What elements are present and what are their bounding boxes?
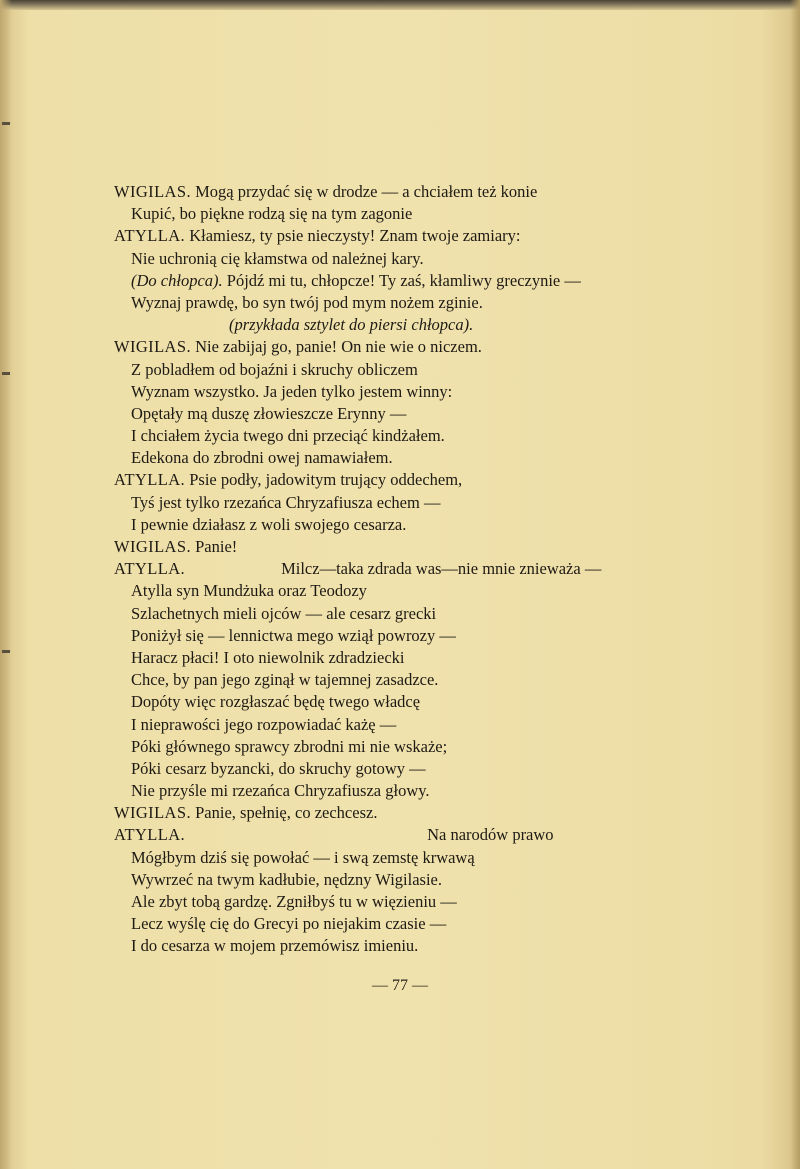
speaker-name: ATYLLA. xyxy=(114,226,186,246)
verse: Psie podły, jadowitym trujący oddechem, xyxy=(189,470,463,490)
verse: Z pobladłem od bojaźni i skruchy obliczem xyxy=(131,359,418,379)
stage-direction: (Do chłopca). xyxy=(131,270,223,290)
text-line xyxy=(114,270,644,292)
text-line xyxy=(114,292,644,314)
text-line xyxy=(114,314,644,336)
text-line xyxy=(114,225,644,247)
text-line xyxy=(114,869,644,891)
text-line xyxy=(114,714,644,736)
text-line xyxy=(114,248,644,270)
text-line xyxy=(114,359,644,381)
verse: I pewnie działasz z woli swojego cesarza. xyxy=(131,514,407,534)
verse: Kupić, bo piękne rodzą się na tym zagonie xyxy=(131,204,413,224)
verse: Opętały mą duszę złowieszcze Erynny — xyxy=(131,403,407,423)
binding-mark xyxy=(2,122,10,125)
text-line xyxy=(114,514,644,536)
text-line xyxy=(114,425,644,447)
verse: Tyś jest tylko rzezańca Chryzafiusza echem — xyxy=(131,492,441,512)
verse: Atylla syn Mundżuka oraz Teodozy xyxy=(131,581,367,601)
text-line xyxy=(114,847,644,869)
stage-direction: (przykłada sztylet do piersi chłopca). xyxy=(229,315,474,335)
verse: Nie zabijaj go, panie! On nie wie o niczem. xyxy=(195,337,482,357)
text-line xyxy=(114,536,644,558)
page-top-edge xyxy=(0,0,800,10)
text-line xyxy=(114,913,644,935)
verse: Panie! xyxy=(195,537,238,556)
drama-text xyxy=(114,181,644,958)
verse: I chciałem życia twego dni przeciąć kindżałem. xyxy=(131,426,445,446)
verse: Haracz płaci! I oto niewolnik zdradziecki xyxy=(131,647,405,667)
verse: Wyznam wszystko. Ja jeden tylko jestem winny: xyxy=(131,381,453,401)
verse: Wyznaj prawdę, bo syn twój pod mym nożem zginie. xyxy=(131,292,483,312)
text-line xyxy=(114,181,644,203)
verse: Na narodów prawo xyxy=(427,825,554,845)
verse: Wywrzeć na twym kadłubie, nędzny Wigilasie. xyxy=(131,869,442,889)
text-line xyxy=(114,580,644,602)
text-line xyxy=(114,669,644,691)
text-line xyxy=(114,736,644,758)
text-line xyxy=(114,203,644,225)
verse: Poniżył się — lennictwa mego wziął powrozy — xyxy=(131,625,456,645)
page-number: — 77 — xyxy=(372,977,428,994)
binding-mark xyxy=(2,650,10,653)
binding-mark xyxy=(2,372,10,375)
text-line xyxy=(114,447,644,469)
verse: Milcz—taka zdrada was—nie mnie znieważa — xyxy=(281,559,602,579)
text-line xyxy=(114,381,644,403)
verse: Nie przyśle mi rzezańca Chryzafiusza głowy. xyxy=(131,781,430,801)
verse: Póki cesarz byzancki, do skruchy gotowy — xyxy=(131,758,426,778)
verse: Pójdź mi tu, chłopcze! Ty zaś, kłamliwy greczynie — xyxy=(226,270,581,290)
text-line xyxy=(114,492,644,514)
verse: Ale zbyt tobą gardzę. Zgniłbyś tu w więzieniu — xyxy=(131,892,457,911)
verse: Lecz wyślę cię do Grecyi po niejakim czasie — xyxy=(131,914,447,934)
text-line xyxy=(114,780,644,802)
text-line xyxy=(114,603,644,625)
text-line xyxy=(114,403,644,425)
verse: Mogą przydać się w drodze — a chciałem też konie xyxy=(195,182,538,201)
verse: Edekona do zbrodni owej namawiałem. xyxy=(131,448,393,468)
verse: Chce, by pan jego zginął w tajemnej zasadzce. xyxy=(131,670,439,690)
speaker-name: ATYLLA. xyxy=(114,825,186,845)
verse: Dopóty więc rozgłaszać będę twego władcę xyxy=(131,692,421,712)
speaker-name: WIGILAS. xyxy=(114,337,191,357)
text-line xyxy=(114,691,644,713)
text-line xyxy=(114,647,644,669)
text-line xyxy=(114,824,644,846)
text-line xyxy=(114,558,644,580)
text-line xyxy=(114,625,644,647)
text-line xyxy=(114,891,644,913)
text-line xyxy=(114,802,644,824)
verse: Mógłbym dziś się powołać — i swą zemstę krwawą xyxy=(131,847,475,867)
speaker-name: ATYLLA. xyxy=(114,559,186,579)
speaker-name: WIGILAS. xyxy=(114,182,191,201)
verse: Póki głównego sprawcy zbrodni mi nie wskaże; xyxy=(131,736,448,756)
verse: I do cesarza w mojem przemówisz imieniu. xyxy=(131,936,419,956)
speaker-name: WIGILAS. xyxy=(114,803,191,823)
verse: I nieprawości jego rozpowiadać każę — xyxy=(131,714,397,734)
speaker-name: ATYLLA. xyxy=(114,470,186,490)
text-line xyxy=(114,758,644,780)
text-line xyxy=(114,935,644,957)
text-line xyxy=(114,336,644,358)
verse: Nie uchronią cię kłamstwa od należnej kary. xyxy=(131,248,424,268)
verse: Szlachetnych mieli ojców — ale cesarz grecki xyxy=(131,603,437,623)
verse: Kłamiesz, ty psie nieczysty! Znam twoje zamiary: xyxy=(189,226,521,246)
verse: Panie, spełnię, co zechcesz. xyxy=(195,803,378,823)
text-line xyxy=(114,469,644,491)
speaker-name: WIGILAS. xyxy=(114,537,191,556)
